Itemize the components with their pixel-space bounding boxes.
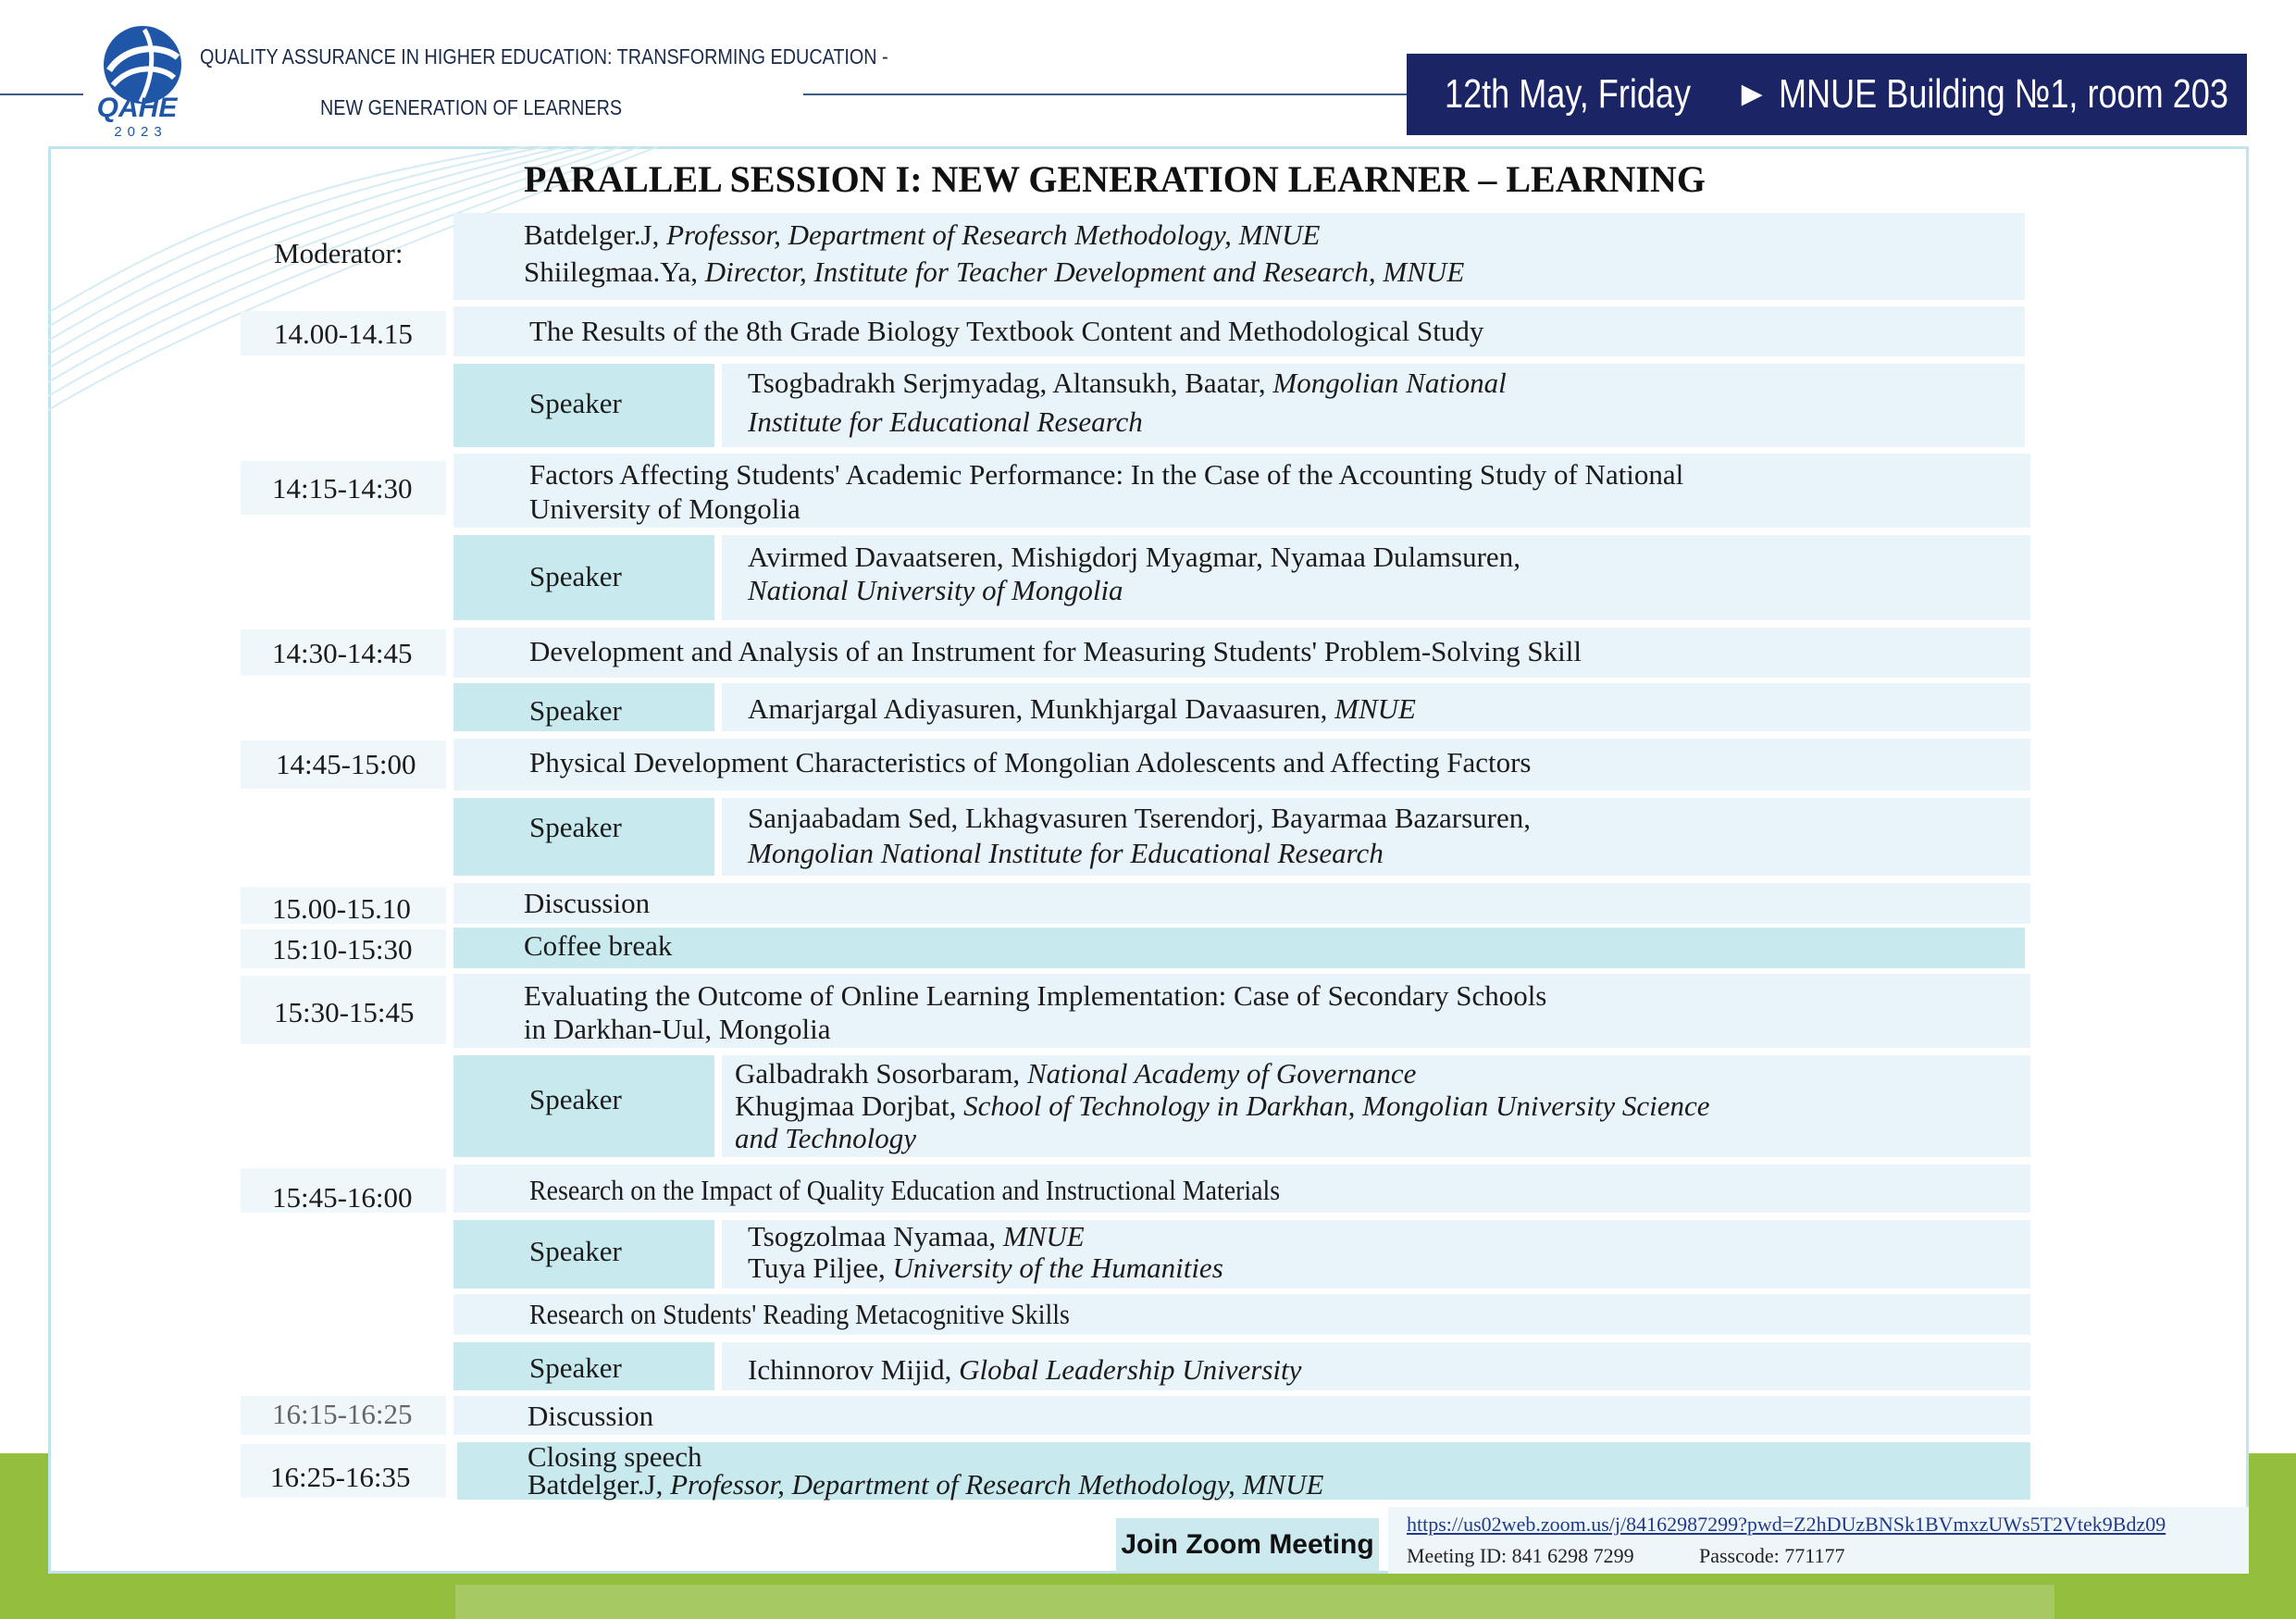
date-location-banner — [1407, 54, 2247, 135]
time-slot: 15:30-15:45 — [274, 996, 415, 1028]
speaker-label: Speaker — [529, 694, 622, 727]
time-slot: 14:45-15:00 — [276, 748, 416, 780]
talk-title: Physical Development Characteristics of Mongolian Adolescents and Affecting Factors — [529, 746, 1532, 778]
talk-title-line2: in Darkhan-Uul, Mongolia — [524, 1013, 831, 1045]
speaker-2: Khugjmaa Dorjbat, School of Technology in Darkhan, Mongolian University Science — [735, 1090, 1710, 1122]
discussion-label: Discussion — [527, 1400, 654, 1432]
zoom-passcode: Passcode: 771177 — [1699, 1544, 1845, 1567]
speaker-names: Tsogbadrakh Serjmyadag, Altansukh, Baatar, Mongolian National — [748, 367, 1507, 399]
moderator-1: Batdelger.J, Professor, Department of Research Methodology, MNUE — [524, 218, 1321, 251]
time-slot: 15.00-15.10 — [272, 892, 411, 925]
talk-title-line1: Factors Affecting Students' Academic Performance: In the Case of the Accounting Study of National — [529, 458, 1684, 491]
time-slot: 14.00-14.15 — [274, 318, 413, 350]
session-title: PARALLEL SESSION I: NEW GENERATION LEARNER – LEARNING — [524, 158, 1706, 200]
talk-title: Development and Analysis of an Instrument for Measuring Students' Problem-Solving Skill — [529, 635, 1582, 667]
conference-title-line2: NEW GENERATION OF LEARNERS — [320, 95, 623, 119]
join-zoom-button[interactable]: Join Zoom Meeting — [1116, 1518, 1379, 1572]
conference-title-line1: QUALITY ASSURANCE IN HIGHER EDUCATION: TRANSFORMING EDUCATION - — [200, 44, 888, 68]
speaker-2-affiliation-cont: and Technology — [735, 1122, 917, 1154]
discussion-label: Discussion — [524, 887, 651, 919]
speaker-names: Sanjaabadam Sed, Lkhagvasuren Tserendorj, Bayarmaa Bazarsuren, — [748, 802, 1531, 834]
speaker-label: Speaker — [529, 1351, 622, 1384]
moderator-label: Moderator: — [274, 237, 403, 269]
discussion-row — [453, 1396, 2030, 1435]
time-slot: 15:45-16:00 — [272, 1181, 413, 1214]
footer-green-bar — [455, 1585, 2054, 1619]
talk-title: The Results of the 8th Grade Biology Textbook Content and Methodological Study — [529, 315, 1484, 347]
speaker-1: Galbadrakh Sosorbaram, National Academy of Governance — [735, 1057, 1417, 1090]
arrow-right-icon: ► — [1734, 74, 1770, 114]
coffee-break-label: Coffee break — [524, 929, 673, 962]
time-slot: 14:30-14:45 — [272, 637, 413, 669]
speaker-2: Tuya Piljee, University of the Humanities — [748, 1252, 1223, 1284]
logo-text: QAHE — [96, 93, 178, 123]
talk-title: Research on Students' Reading Metacognitive Skills — [529, 1298, 1070, 1330]
time-slot: 15:10-15:30 — [272, 933, 413, 965]
speaker-affiliation: National University of Mongolia — [748, 574, 1123, 606]
talk-title: Research on the Impact of Quality Education and Instructional Materials — [529, 1174, 1281, 1206]
closing-speech-label: Closing speech — [527, 1440, 702, 1473]
speaker-affiliation: Institute for Educational Research — [748, 405, 1143, 438]
speaker-label: Speaker — [529, 560, 622, 592]
zoom-meeting-link[interactable]: https://us02web.zoom.us/j/84162987299?pwd=Z2hDUzBNSk1BVmxzUWs5T2Vtek9Bdz09 — [1407, 1513, 2166, 1536]
closing-speaker: Batdelger.J, Professor, Department of Research Methodology, MNUE — [527, 1468, 1324, 1501]
coffee-break-row — [453, 928, 2025, 968]
speaker-label: Speaker — [529, 1083, 622, 1115]
time-slot: 14:15-14:30 — [272, 472, 413, 504]
header-rule-right — [803, 93, 1407, 95]
time-slot: 16:25-16:35 — [270, 1461, 411, 1493]
discussion-row — [453, 883, 2030, 924]
speaker-affiliation: Mongolian National Institute for Educational Research — [748, 837, 1384, 869]
session-date: 12th May, Friday — [1445, 71, 1692, 117]
speaker-label: Speaker — [529, 387, 622, 419]
zoom-meeting-id: Meeting ID: 841 6298 7299 — [1407, 1544, 1634, 1567]
speaker-names: Avirmed Davaatseren, Mishigdorj Myagmar, Nyamaa Dulamsuren, — [748, 541, 1520, 573]
logo-year: 2023 — [114, 124, 168, 140]
speaker-1: Tsogzolmaa Nyamaa, MNUE — [748, 1220, 1085, 1252]
session-location: MNUE Building №1, room 203 — [1779, 71, 2228, 117]
time-slot: 16:15-16:25 — [272, 1398, 413, 1430]
speaker-names: Ichinnorov Mijid, Global Leadership University — [748, 1353, 1302, 1386]
header-rule-left — [0, 93, 83, 95]
talk-title-line2: University of Mongolia — [529, 492, 800, 525]
speaker-label: Speaker — [529, 811, 622, 843]
speaker-names: Amarjargal Adiyasuren, Munkhjargal Davaasuren, MNUE — [748, 692, 1416, 725]
moderator-2: Shiilegmaa.Ya, Director, Institute for Teacher Development and Research, MNUE — [524, 255, 1465, 288]
speaker-label: Speaker — [529, 1235, 622, 1267]
talk-title-line1: Evaluating the Outcome of Online Learning Implementation: Case of Secondary Schools — [524, 979, 1547, 1012]
